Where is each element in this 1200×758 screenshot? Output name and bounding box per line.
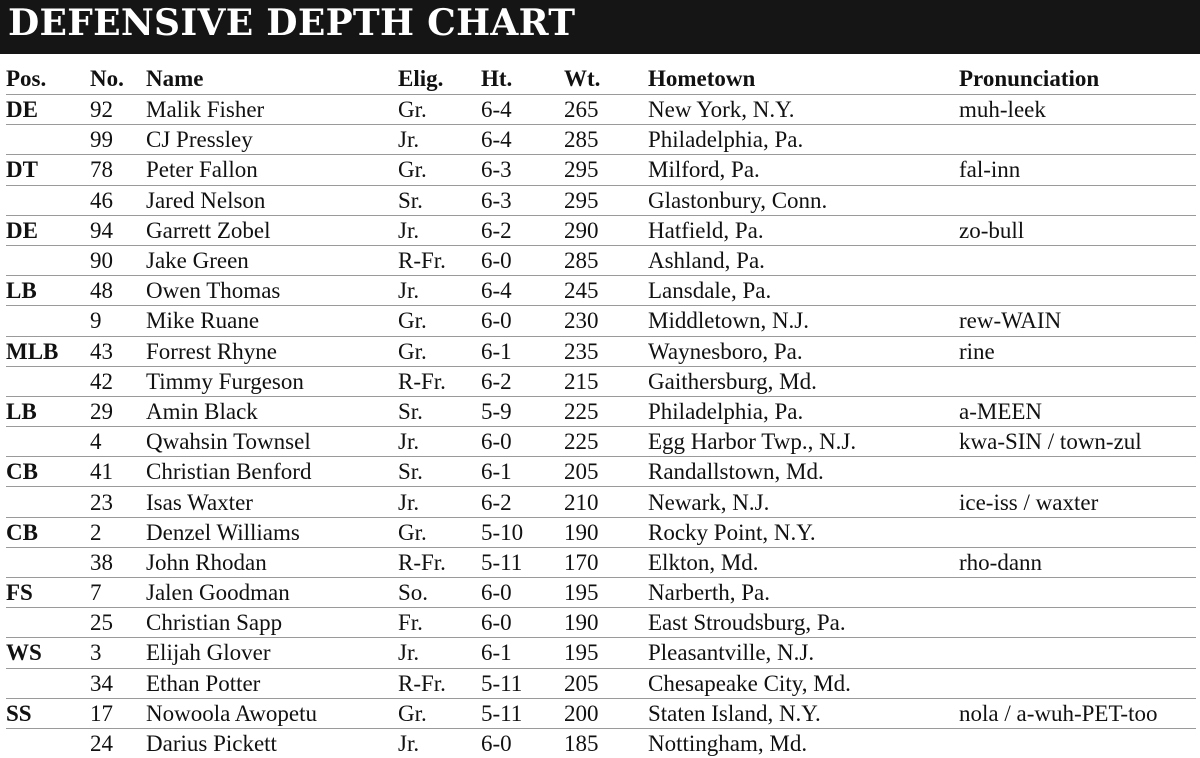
- cell-height: 6-0: [481, 427, 564, 457]
- cell-height: 6-4: [481, 125, 564, 155]
- cell-pronunciation: [959, 638, 1196, 668]
- cell-pos: [6, 608, 90, 638]
- cell-hometown: Pleasantville, N.J.: [648, 638, 959, 668]
- cell-pos: [6, 728, 90, 758]
- cell-pos: DE: [6, 215, 90, 245]
- cell-pronunciation: [959, 728, 1196, 758]
- cell-name: Denzel Williams: [146, 517, 398, 547]
- cell-name: Qwahsin Townsel: [146, 427, 398, 457]
- cell-name: Timmy Furgeson: [146, 366, 398, 396]
- cell-height: 5-11: [481, 698, 564, 728]
- cell-pos: DT: [6, 155, 90, 185]
- cell-elig: Jr.: [398, 487, 481, 517]
- cell-number: 90: [90, 245, 146, 275]
- cell-name: CJ Pressley: [146, 125, 398, 155]
- cell-pos: SS: [6, 698, 90, 728]
- table-row: [6, 125, 1196, 155]
- cell-elig: Jr.: [398, 427, 481, 457]
- cell-pronunciation: [959, 276, 1196, 306]
- cell-name: Jake Green: [146, 245, 398, 275]
- cell-name: Ethan Potter: [146, 668, 398, 698]
- cell-pos: [6, 245, 90, 275]
- cell-name: Amin Black: [146, 396, 398, 426]
- cell-pronunciation: [959, 457, 1196, 487]
- cell-number: 34: [90, 668, 146, 698]
- cell-hometown: Newark, N.J.: [648, 487, 959, 517]
- cell-number: 99: [90, 125, 146, 155]
- cell-number: 24: [90, 728, 146, 758]
- cell-height: 6-1: [481, 638, 564, 668]
- cell-pronunciation: [959, 578, 1196, 608]
- cell-height: 6-0: [481, 608, 564, 638]
- cell-weight: 230: [564, 306, 648, 336]
- cell-pronunciation: nola / a-wuh-PET-too: [959, 698, 1196, 728]
- cell-hometown: Middletown, N.J.: [648, 306, 959, 336]
- cell-pos: LB: [6, 276, 90, 306]
- cell-weight: 285: [564, 125, 648, 155]
- cell-number: 78: [90, 155, 146, 185]
- cell-weight: 210: [564, 487, 648, 517]
- cell-pronunciation: muh-leek: [959, 95, 1196, 125]
- cell-number: 7: [90, 578, 146, 608]
- cell-name: Forrest Rhyne: [146, 336, 398, 366]
- cell-pos: FS: [6, 578, 90, 608]
- cell-pronunciation: rho-dann: [959, 547, 1196, 577]
- table-row: [6, 306, 1196, 336]
- cell-weight: 170: [564, 547, 648, 577]
- header-pos: Pos.: [6, 64, 90, 95]
- cell-height: 6-1: [481, 457, 564, 487]
- cell-pronunciation: [959, 608, 1196, 638]
- header-elig: Elig.: [398, 64, 481, 95]
- cell-number: 3: [90, 638, 146, 668]
- header-name: Name: [146, 64, 398, 95]
- cell-name: Nowoola Awopetu: [146, 698, 398, 728]
- cell-hometown: Randallstown, Md.: [648, 457, 959, 487]
- cell-pronunciation: ice-iss / waxter: [959, 487, 1196, 517]
- table-row: [6, 457, 1196, 487]
- cell-weight: 235: [564, 336, 648, 366]
- cell-elig: So.: [398, 578, 481, 608]
- cell-number: 9: [90, 306, 146, 336]
- cell-number: 23: [90, 487, 146, 517]
- cell-number: 17: [90, 698, 146, 728]
- table-row: [6, 185, 1196, 215]
- header-hometown: Hometown: [648, 64, 959, 95]
- cell-height: 5-10: [481, 517, 564, 547]
- cell-hometown: Chesapeake City, Md.: [648, 668, 959, 698]
- cell-hometown: Egg Harbor Twp., N.J.: [648, 427, 959, 457]
- cell-pronunciation: [959, 125, 1196, 155]
- cell-pronunciation: rine: [959, 336, 1196, 366]
- cell-pronunciation: [959, 245, 1196, 275]
- cell-height: 6-2: [481, 487, 564, 517]
- cell-pronunciation: a-MEEN: [959, 396, 1196, 426]
- cell-elig: Jr.: [398, 215, 481, 245]
- cell-elig: Gr.: [398, 306, 481, 336]
- cell-height: 5-11: [481, 668, 564, 698]
- cell-pos: CB: [6, 517, 90, 547]
- cell-pronunciation: kwa-SIN / town-zul: [959, 427, 1196, 457]
- cell-name: Christian Benford: [146, 457, 398, 487]
- cell-hometown: Hatfield, Pa.: [648, 215, 959, 245]
- table-row: [6, 517, 1196, 547]
- cell-hometown: Nottingham, Md.: [648, 728, 959, 758]
- cell-height: 6-0: [481, 245, 564, 275]
- cell-weight: 205: [564, 668, 648, 698]
- cell-pronunciation: [959, 517, 1196, 547]
- cell-elig: Gr.: [398, 517, 481, 547]
- cell-name: Isas Waxter: [146, 487, 398, 517]
- cell-hometown: Philadelphia, Pa.: [648, 125, 959, 155]
- cell-hometown: Milford, Pa.: [648, 155, 959, 185]
- depth-chart-table: [6, 64, 1196, 758]
- cell-pos: [6, 427, 90, 457]
- table-row: [6, 608, 1196, 638]
- cell-pos: CB: [6, 457, 90, 487]
- cell-height: 5-9: [481, 396, 564, 426]
- cell-pos: DE: [6, 95, 90, 125]
- cell-height: 6-2: [481, 215, 564, 245]
- cell-name: Jalen Goodman: [146, 578, 398, 608]
- cell-number: 29: [90, 396, 146, 426]
- table-row: [6, 668, 1196, 698]
- cell-weight: 245: [564, 276, 648, 306]
- table-row: [6, 276, 1196, 306]
- cell-hometown: Rocky Point, N.Y.: [648, 517, 959, 547]
- cell-number: 25: [90, 608, 146, 638]
- cell-hometown: Glastonbury, Conn.: [648, 185, 959, 215]
- cell-pronunciation: [959, 366, 1196, 396]
- cell-pos: [6, 185, 90, 215]
- header-pronunciation: Pronunciation: [959, 64, 1196, 95]
- cell-weight: 205: [564, 457, 648, 487]
- cell-number: 48: [90, 276, 146, 306]
- cell-elig: Sr.: [398, 396, 481, 426]
- cell-hometown: New York, N.Y.: [648, 95, 959, 125]
- cell-pronunciation: [959, 185, 1196, 215]
- cell-weight: 225: [564, 396, 648, 426]
- cell-number: 38: [90, 547, 146, 577]
- title-bar: [0, 0, 1200, 54]
- cell-pos: WS: [6, 638, 90, 668]
- cell-hometown: Elkton, Md.: [648, 547, 959, 577]
- cell-hometown: Narberth, Pa.: [648, 578, 959, 608]
- cell-pronunciation: fal-inn: [959, 155, 1196, 185]
- cell-pos: [6, 547, 90, 577]
- table-row: [6, 95, 1196, 125]
- cell-pronunciation: rew-WAIN: [959, 306, 1196, 336]
- cell-height: 6-0: [481, 306, 564, 336]
- cell-height: 6-0: [481, 728, 564, 758]
- table-row: [6, 698, 1196, 728]
- cell-elig: R-Fr.: [398, 668, 481, 698]
- table-row: [6, 155, 1196, 185]
- cell-height: 6-1: [481, 336, 564, 366]
- cell-elig: Jr.: [398, 276, 481, 306]
- cell-elig: Sr.: [398, 185, 481, 215]
- header-ht: Ht.: [481, 64, 564, 95]
- cell-number: 94: [90, 215, 146, 245]
- cell-pronunciation: [959, 668, 1196, 698]
- cell-weight: 285: [564, 245, 648, 275]
- cell-weight: 185: [564, 728, 648, 758]
- table-row: [6, 547, 1196, 577]
- cell-number: 43: [90, 336, 146, 366]
- cell-pronunciation: zo-bull: [959, 215, 1196, 245]
- cell-number: 42: [90, 366, 146, 396]
- cell-pos: [6, 487, 90, 517]
- depth-chart-body: [6, 95, 1196, 758]
- cell-weight: 295: [564, 155, 648, 185]
- cell-elig: Sr.: [398, 457, 481, 487]
- header-no: No.: [90, 64, 146, 95]
- cell-name: Christian Sapp: [146, 608, 398, 638]
- cell-pos: LB: [6, 396, 90, 426]
- cell-hometown: East Stroudsburg, Pa.: [648, 608, 959, 638]
- cell-pos: [6, 306, 90, 336]
- cell-name: Elijah Glover: [146, 638, 398, 668]
- table-row: [6, 215, 1196, 245]
- cell-elig: Gr.: [398, 155, 481, 185]
- cell-number: 92: [90, 95, 146, 125]
- cell-elig: R-Fr.: [398, 547, 481, 577]
- cell-number: 41: [90, 457, 146, 487]
- cell-hometown: Ashland, Pa.: [648, 245, 959, 275]
- cell-elig: R-Fr.: [398, 245, 481, 275]
- cell-hometown: Lansdale, Pa.: [648, 276, 959, 306]
- cell-elig: Gr.: [398, 698, 481, 728]
- cell-name: Jared Nelson: [146, 185, 398, 215]
- cell-height: 6-4: [481, 95, 564, 125]
- cell-number: 2: [90, 517, 146, 547]
- cell-number: 46: [90, 185, 146, 215]
- cell-pos: [6, 668, 90, 698]
- cell-elig: Gr.: [398, 336, 481, 366]
- cell-weight: 195: [564, 638, 648, 668]
- cell-elig: R-Fr.: [398, 366, 481, 396]
- cell-name: John Rhodan: [146, 547, 398, 577]
- cell-pos: [6, 366, 90, 396]
- cell-weight: 225: [564, 427, 648, 457]
- cell-name: Darius Pickett: [146, 728, 398, 758]
- cell-elig: Jr.: [398, 125, 481, 155]
- header-row: [6, 64, 1196, 95]
- cell-weight: 190: [564, 608, 648, 638]
- cell-name: Malik Fisher: [146, 95, 398, 125]
- cell-weight: 195: [564, 578, 648, 608]
- table-row: [6, 728, 1196, 758]
- cell-height: 6-3: [481, 185, 564, 215]
- table-row: [6, 578, 1196, 608]
- table-row: [6, 366, 1196, 396]
- cell-elig: Jr.: [398, 728, 481, 758]
- table-row: [6, 427, 1196, 457]
- table-row: [6, 336, 1196, 366]
- cell-height: 6-0: [481, 578, 564, 608]
- cell-pos: [6, 125, 90, 155]
- cell-pos: MLB: [6, 336, 90, 366]
- cell-weight: 295: [564, 185, 648, 215]
- table-row: [6, 396, 1196, 426]
- cell-number: 4: [90, 427, 146, 457]
- cell-hometown: Gaithersburg, Md.: [648, 366, 959, 396]
- cell-elig: Jr.: [398, 638, 481, 668]
- cell-height: 6-3: [481, 155, 564, 185]
- cell-elig: Fr.: [398, 608, 481, 638]
- cell-height: 6-2: [481, 366, 564, 396]
- cell-height: 6-4: [481, 276, 564, 306]
- cell-weight: 215: [564, 366, 648, 396]
- table-row: [6, 638, 1196, 668]
- cell-name: Garrett Zobel: [146, 215, 398, 245]
- cell-elig: Gr.: [398, 95, 481, 125]
- cell-weight: 290: [564, 215, 648, 245]
- cell-weight: 265: [564, 95, 648, 125]
- cell-hometown: Staten Island, N.Y.: [648, 698, 959, 728]
- page-title: DEFENSIVE DEPTH CHART: [8, 0, 1200, 46]
- header-wt: Wt.: [564, 64, 648, 95]
- cell-height: 5-11: [481, 547, 564, 577]
- cell-weight: 200: [564, 698, 648, 728]
- cell-name: Owen Thomas: [146, 276, 398, 306]
- cell-name: Mike Ruane: [146, 306, 398, 336]
- cell-name: Peter Fallon: [146, 155, 398, 185]
- table-row: [6, 245, 1196, 275]
- cell-hometown: Waynesboro, Pa.: [648, 336, 959, 366]
- table-row: [6, 487, 1196, 517]
- cell-weight: 190: [564, 517, 648, 547]
- cell-hometown: Philadelphia, Pa.: [648, 396, 959, 426]
